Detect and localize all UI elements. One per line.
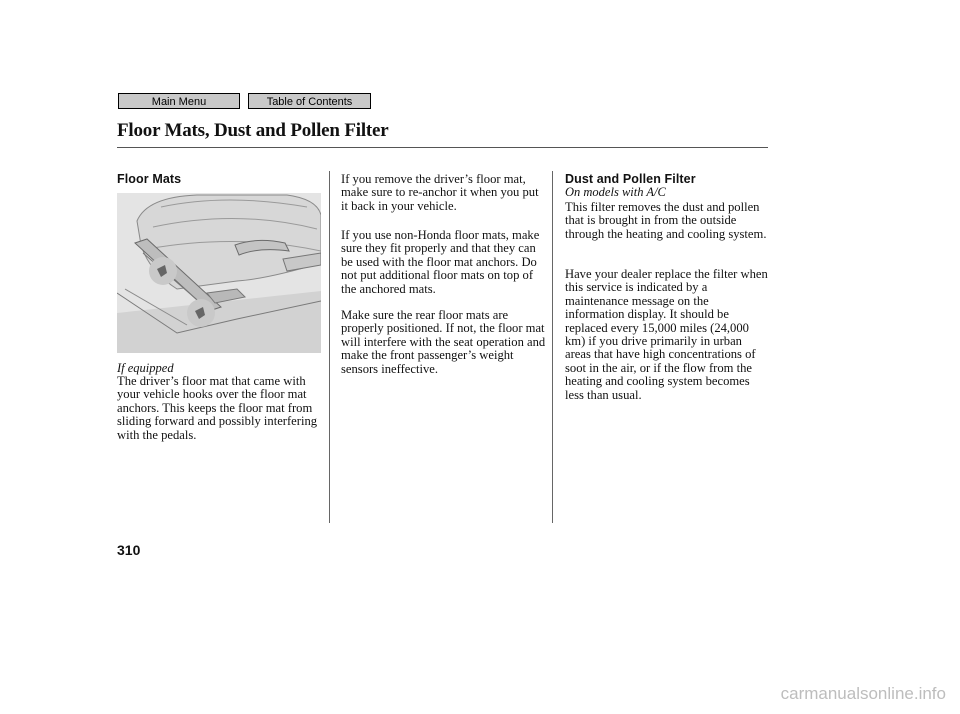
column-divider-right xyxy=(552,171,553,523)
filter-paragraph-2: Have your dealer replace the filter when this service is indicated by a maintenance message on the information display. It should be replaced every 15,000 miles (24,000 km) if you drive primarily in urban areas that have high concentrations of soot in the air, or if the flow from the heating and cooling system becomes less than usual. xyxy=(565,267,768,402)
page-title: Floor Mats, Dust and Pollen Filter xyxy=(117,120,389,141)
main-menu-button[interactable]: Main Menu xyxy=(118,93,240,109)
floor-mat-anchor-illustration xyxy=(117,193,321,353)
middle-paragraph-3: Make sure the rear floor mats are properly positioned. If not, the floor mat will interfere with the seat operation and make the front passenger’s weight sensors ineffective. xyxy=(341,308,546,376)
dust-pollen-filter-heading: Dust and Pollen Filter xyxy=(565,172,696,186)
title-divider xyxy=(117,147,768,148)
table-of-contents-button[interactable]: Table of Contents xyxy=(248,93,371,109)
watermark: carmanualsonline.info xyxy=(780,684,946,703)
column-divider-left xyxy=(329,171,330,523)
middle-paragraph-1: If you remove the driver’s floor mat, make sure to re-anchor it when you put it back in your vehicle. xyxy=(341,172,539,213)
middle-paragraph-2: If you use non-Honda floor mats, make sure they fit properly and that they can be used with the floor mat anchors. Do not put additional floor mats on top of the anchored mats. xyxy=(341,228,540,296)
floor-mats-paragraph-1: The driver’s floor mat that came with your vehicle hooks over the floor mat anchors. This keeps the floor mat from sliding forward and possibly interfering with the pedals. xyxy=(117,374,318,442)
if-equipped-note: If equipped xyxy=(117,361,174,375)
page-number: 310 xyxy=(117,542,141,558)
floor-mats-heading: Floor Mats xyxy=(117,172,182,186)
models-with-ac-note: On models with A/C xyxy=(565,185,666,199)
filter-paragraph-1: This filter removes the dust and pollen that is brought in from the outside through the heating and cooling system. xyxy=(565,200,767,241)
